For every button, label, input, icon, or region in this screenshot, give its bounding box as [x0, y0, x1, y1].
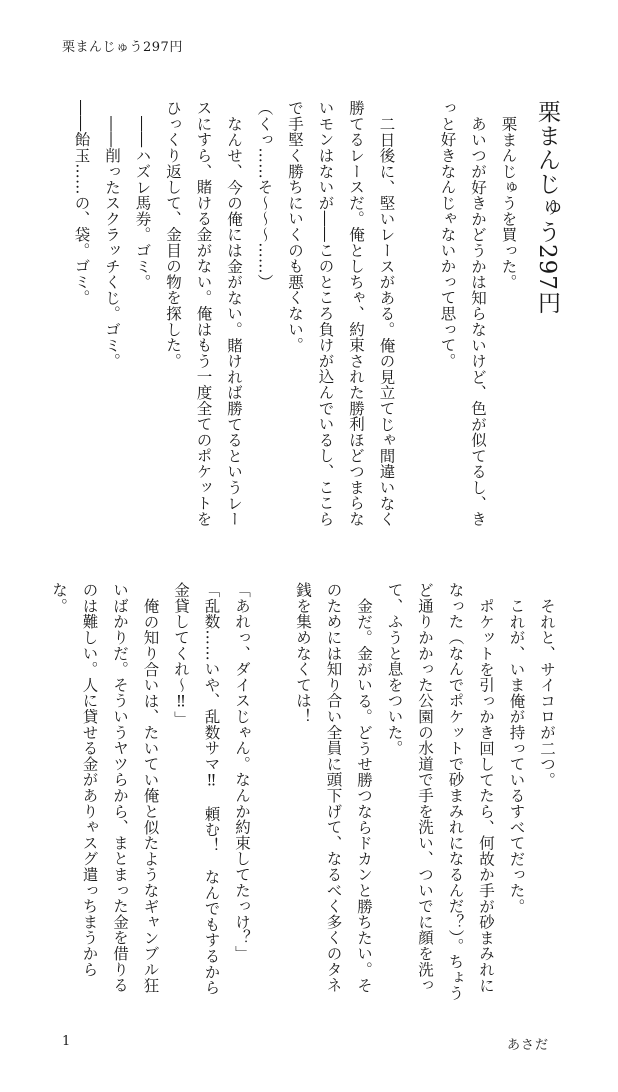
paragraph: 金だ。金がいる。どうせ勝つならドカンと勝ちたい。そのためには知り合い全員に頭下げて、なるべく多くのタネ銭を集めなくては！ [294, 582, 373, 993]
paragraph: 二日後に、堅いレースがある。俺の見立てじゃ間違いなく勝てるレースだ。俺としちゃ、約束された勝利ほどつまらないモンはないが――このところ負けが込んでいるし、ここらで手堅く勝ちにいくのも悪くない。 [286, 100, 396, 527]
paragraph: 栗まんじゅうを買った。 [499, 115, 518, 290]
paragraph: 「乱数……いや、乱数サマ‼ 頼む！ なんでもするから金貸してくれ～‼」 [172, 582, 221, 996]
paragraph: ――ハズレ馬券。ゴミ。 [133, 115, 152, 290]
paragraph: それと、サイコロが二つ。 [538, 597, 556, 788]
paragraph: 俺の知り合いは、たいてい俺と似たようなギャンブル狂いばかりだ。そういうヤツらから、まとまった金を借りるのは難しい。人に貸せる金がありゃスグ遣っちまうからな。 [50, 582, 160, 993]
story-title: 栗まんじゅう297円 [534, 100, 560, 315]
page-number: 1 [62, 1034, 71, 1049]
text-column-bottom [44, 582, 563, 1004]
text-column-top [66, 100, 562, 540]
paragraph: ポケットを引っかき回してたら、何故か手が砂まみれになった（なんでポケットで砂まみれになるんだ？）。ちょうど通りかかった公園の水道で手を洗い、ついでに顔を洗って、ふうと息をついた。 [385, 582, 495, 1001]
blank-line [402, 100, 433, 540]
paragraph: これが、いま俺が持っているすべてだった。 [507, 597, 526, 914]
paragraph: なんせ、今の俺には金がない。賭ければ勝てるというレースにすら、賭ける金がない。俺はもう一度全てのポケットをひっくり返して、金目の物を探した。 [164, 100, 243, 527]
paragraph: あいつが好きかどうかは知らないけど、色が似てるし、きっと好きなんじゃないかって思って。 [438, 100, 487, 527]
author-name: あさだ [507, 1038, 550, 1053]
paragraph: ――削ったスクラッチくじ。ゴミ。 [103, 115, 121, 369]
paragraph: 「あれっ、ダイスじゃん。なんか約束してたっけ？」 [233, 582, 251, 962]
paragraph: ――飴玉……の、袋。ゴミ。 [72, 100, 91, 306]
running-header-title: 栗まんじゅう297円 [62, 40, 183, 55]
paragraph: （くっ……そ～～～……） [255, 100, 274, 290]
blank-line [257, 582, 288, 1004]
